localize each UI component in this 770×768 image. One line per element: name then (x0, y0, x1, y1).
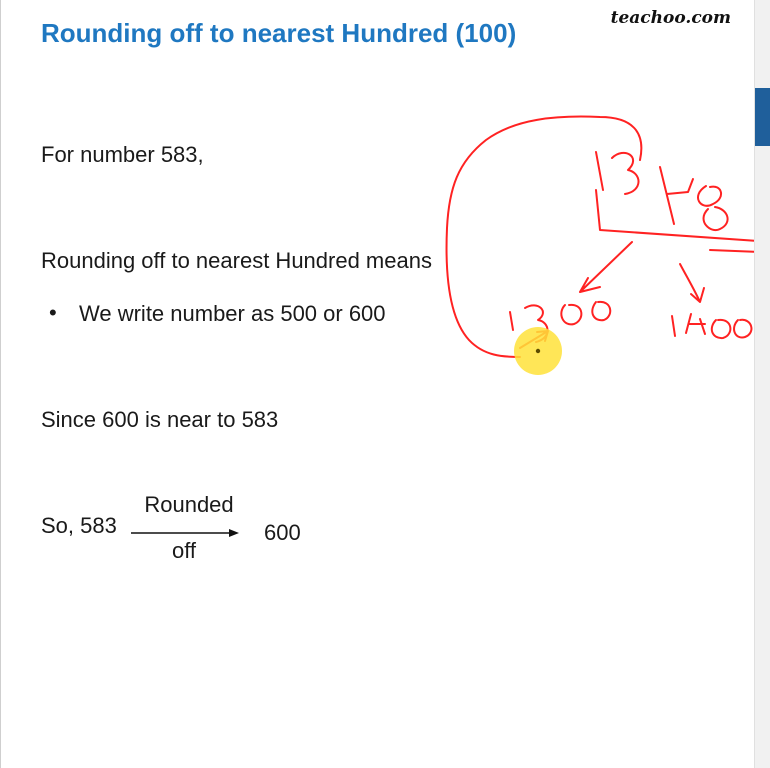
bullet-text: We write number as 500 or 600 (79, 301, 386, 326)
result-text: 600 (264, 520, 301, 545)
since-text: Since 600 is near to 583 (41, 407, 279, 432)
so-prefix-text: So, 583 (41, 513, 117, 538)
rounded-off-arrow (129, 492, 241, 566)
brand-logo: teachoo.com (610, 8, 731, 28)
vertical-scrollbar[interactable] (754, 0, 770, 768)
meaning-text: Rounding off to nearest Hundred means (41, 248, 432, 273)
slide-title: Rounding off to nearest Hundred (100) (41, 18, 517, 48)
arrow-bottom-label: off (171, 538, 197, 563)
bullet-icon: • (49, 300, 57, 325)
scrollbar-thumb[interactable] (755, 88, 770, 146)
arrow-top-label: Rounded (144, 492, 234, 517)
number-intro-text: For number 583, (41, 142, 204, 167)
